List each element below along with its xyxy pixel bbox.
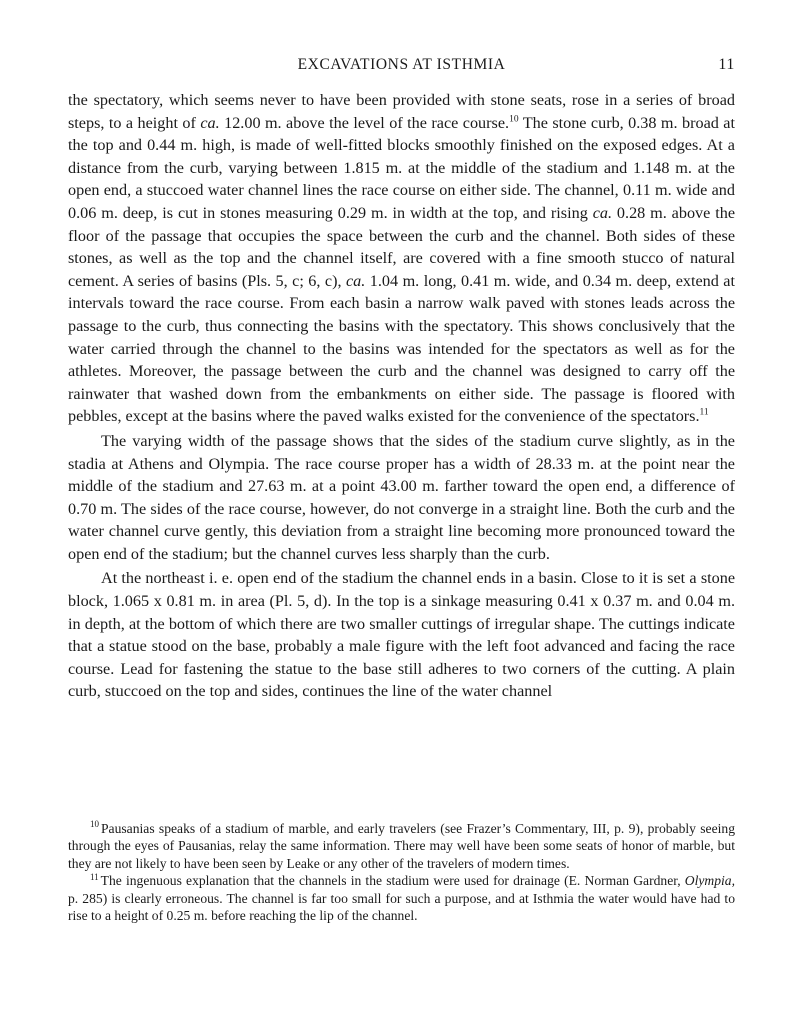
italic-text: ca. xyxy=(346,271,366,290)
footnote-reference: 11 xyxy=(699,407,709,418)
running-head xyxy=(68,56,735,76)
text-run: 0.28 m. above the floor of the passage that occupies the space between the curb and the channel. Both sides of these stones, as well as the top and the channel itself, are covered with a fine smooth stucco of natural cement. A series of basins (Pls. 5, c; 6, c), xyxy=(68,203,735,290)
text-run: 12.00 m. above the level of the race course. xyxy=(219,113,510,132)
text-run: 1.04 m. long, 0.41 m. wide, and 0.34 m. deep, extend at intervals toward the race course. From each basin a narrow walk paved with stones leads across the passage to the curb, thus connecting the basins with the spectatory. This shows conclusively that the water carried through the channel to the basins was intended for the spectators as well as for the athletes. Moreover, the passage between the curb and the channel was designed to carry off the rainwater that washed down from the embankments on either side. The passage is floored with pebbles, except at the basins where the paved walks existed for the convenience of the spectators. xyxy=(68,271,735,426)
footnote-number: 10 xyxy=(90,819,99,830)
footnote-reference: 10 xyxy=(509,114,519,125)
footnotes xyxy=(68,820,735,924)
body-paragraph xyxy=(68,567,735,703)
italic-text: ca. xyxy=(592,203,613,222)
running-title: EXCAVATIONS AT ISTHMIA xyxy=(297,56,506,73)
italic-text: Olympia, xyxy=(684,873,735,889)
text-run: The varying width of the passage shows that the sides of the stadium curve slightly, as in the stadia at Athens and Olympia. The race course proper has a width of 28.33 m. at the point near the middle of the stadium and 27.63 m. at a point 43.00 m. farther toward the open end, a difference of 0.70 m. The sides of the race course, however, do not converge in a straight line. Both the curb and the water channel curve gently, this deviation from a straight line becoming more pronounced toward the open end of the stadium; but the channel curves less sharply than the curb. xyxy=(68,431,735,563)
body-paragraph xyxy=(68,430,735,566)
text-run: Pausanias speaks of a stadium of marble, and early travelers (see Frazer’s Commentary, III, p. 9), probably seeing through the eyes of Pausanias, relay the same information. There may well have been some seats of honor of marble, but they are not likely to have been seen by Leake or any other of the travelers of modern times. xyxy=(68,821,735,871)
text-run: p. 285) is clearly erroneous. The channel is far too small for such a purpose, and at Isthmia the water would have had to rise to a height of 0.25 m. before reaching the lip of the channel. xyxy=(68,890,735,924)
footnote xyxy=(68,872,735,924)
body-paragraph xyxy=(68,89,735,428)
footnote-number: 11 xyxy=(90,871,99,882)
text-run: The stone curb, 0.38 m. broad at the top and 0.44 m. high, is made of well-fitted blocks smoothly finished on the exposed edges. At a distance from the curb, varying between 1.815 m. at the middle of the stadium and 1.148 m. at the open end, a stuccoed water channel lines the race course on either side. The channel, 0.11 m. wide and 0.06 m. deep, is cut in stones measuring 0.29 m. in width at the top, and rising xyxy=(68,113,735,222)
italic-text: ca. xyxy=(200,113,220,132)
text-run: the spectatory, which seems never to have been provided with stone seats, rose in a series of broad steps, to a height of xyxy=(68,91,735,132)
text-run: At the northeast i. e. open end of the stadium the channel ends in a basin. Close to it is set a stone block, 1.065 x 0.81 m. in area (Pl. 5, d). In the top is a sinkage measuring 0.41 x 0.37 m. and 0.04 m. in depth, at the bottom of which there are two smaller cuttings of irregular shape. The cuttings indicate that a statue stood on the base, probably a male figure with the left foot advanced and facing the race course. Lead for fastening the statue to the base still adheres to two corners of the cutting. A plain curb, stuccoed on the top and sides, continues the line of the water channel xyxy=(68,569,735,701)
footnote xyxy=(68,820,735,872)
text-run: The ingenuous explanation that the channels in the stadium were used for drainage (E. Norman Gardner, xyxy=(100,873,685,889)
page-number: 11 xyxy=(718,56,735,73)
body-text xyxy=(68,89,735,703)
